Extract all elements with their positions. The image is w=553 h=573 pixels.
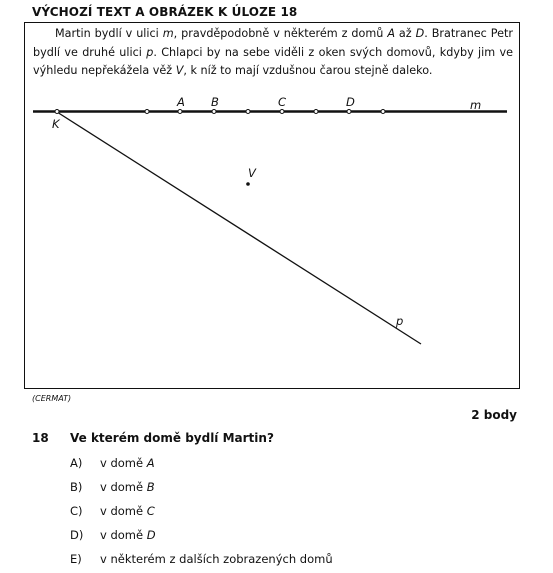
house-c-marker [280,110,284,114]
house-d-marker [347,110,351,114]
tower-v-point [246,182,250,186]
source-note: (CERMAT) [32,394,72,403]
house-a-marker [178,110,182,114]
option-letter: E) [70,552,82,566]
house-marker [381,110,385,114]
option-letter: A) [70,456,83,470]
option-letter: B) [70,480,83,494]
option-text: v domě C [100,504,155,518]
option-e[interactable] [70,552,333,566]
option-text: v domě A [100,456,155,470]
house-marker [246,110,250,114]
house-marker [145,110,149,114]
label-c: C [278,95,287,109]
house-marker [314,110,318,114]
intro-text: Martin bydlí v ulici m, pravděpodobně v některém z domů A až D. Bratranec Petr bydlí ve druhé ulici p. Chlapci by na sebe viděli z oken svých domovů, kdyby jim ve výhledu nepřekážela věž V, k níž to mají vzdušnou čarou stejně daleko. [33,27,514,77]
option-c[interactable] [70,504,155,518]
option-text: v domě D [100,528,156,542]
label-k: K [52,117,60,131]
points-badge: 2 body [471,408,517,422]
option-b[interactable] [70,480,155,494]
option-d[interactable] [70,528,156,542]
option-text: v některém z dalších zobrazených domů [100,552,333,566]
section-heading: VÝCHOZÍ TEXT A OBRÁZEK K ÚLOZE 18 [32,5,298,19]
label-street-p: p [396,314,404,328]
option-text: v domě B [100,480,155,494]
label-d: D [346,95,355,109]
question-number: 18 [32,431,49,445]
house-k-marker [55,110,59,114]
street-p-line [57,112,421,344]
option-letter: C) [70,504,83,518]
house-b-marker [212,110,216,114]
label-a: A [177,95,185,109]
label-v: V [248,166,256,180]
option-a[interactable] [70,456,155,470]
label-b: B [211,95,219,109]
option-letter: D) [70,528,84,542]
label-street-m: m [470,98,482,112]
question-text: Ve kterém domě bydlí Martin? [70,431,274,445]
